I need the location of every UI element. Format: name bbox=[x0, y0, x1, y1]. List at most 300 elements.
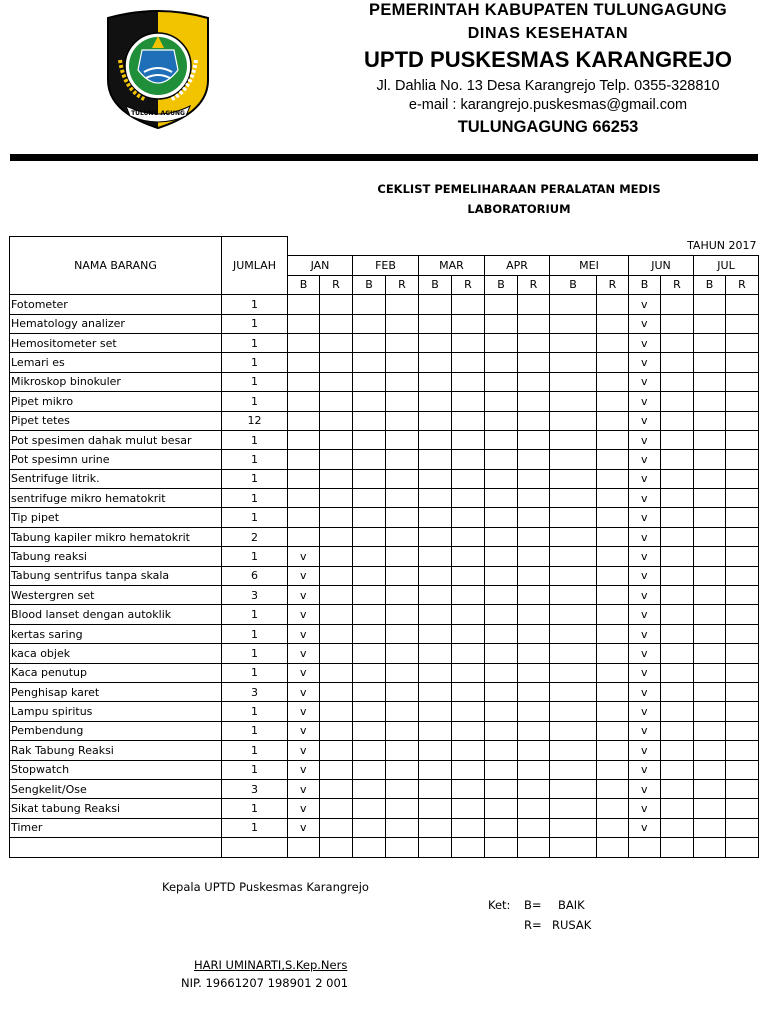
check-cell-apr-b bbox=[485, 624, 518, 643]
month-header-mei: MEI bbox=[550, 256, 629, 275]
check-cell-mar-r bbox=[452, 314, 485, 333]
check-cell-feb-r bbox=[386, 605, 419, 624]
check-cell-feb-b bbox=[353, 527, 386, 546]
check-cell-mei-r bbox=[597, 508, 629, 527]
check-cell-jul-b bbox=[694, 450, 726, 469]
check-cell-feb-r bbox=[386, 566, 419, 585]
check-cell-mei-r bbox=[597, 314, 629, 333]
check-cell-mei-r bbox=[597, 547, 629, 566]
check-cell-jul-b bbox=[694, 508, 726, 527]
check-cell-jan-r bbox=[320, 818, 353, 837]
check-cell-jan-r bbox=[320, 644, 353, 663]
check-cell-mei-b bbox=[550, 333, 597, 352]
check-cell-mei-b bbox=[550, 702, 597, 721]
item-name: kertas saring bbox=[10, 624, 222, 643]
check-cell-mar-r bbox=[452, 644, 485, 663]
check-cell-feb-r bbox=[386, 430, 419, 449]
check-cell-mei-b bbox=[550, 741, 597, 760]
letterhead-address: Jl. Dahlia No. 13 Desa Karangrejo Telp. 0355-328810 bbox=[376, 78, 720, 94]
check-cell-jul-r bbox=[726, 314, 759, 333]
check-cell-feb-b bbox=[353, 489, 386, 508]
check-cell-mar-b bbox=[419, 450, 452, 469]
check-cell-jun-r bbox=[661, 741, 694, 760]
month-header-jul: JUL bbox=[694, 256, 759, 275]
table-row bbox=[10, 508, 759, 527]
check-cell-jan-r bbox=[320, 411, 353, 430]
empty-cell bbox=[222, 838, 288, 857]
check-cell-mar-r bbox=[452, 527, 485, 546]
check-cell-mei-b bbox=[550, 392, 597, 411]
item-name: Westergren set bbox=[10, 586, 222, 605]
check-cell-mei-r bbox=[597, 430, 629, 449]
check-cell-feb-r bbox=[386, 314, 419, 333]
check-cell-mar-b bbox=[419, 605, 452, 624]
empty-cell bbox=[661, 838, 694, 857]
check-cell-jun-r bbox=[661, 372, 694, 391]
check-cell-jan-r bbox=[320, 566, 353, 585]
check-cell-jan-r bbox=[320, 392, 353, 411]
check-cell-jul-r bbox=[726, 547, 759, 566]
check-cell-mei-r bbox=[597, 586, 629, 605]
item-quantity: 12 bbox=[222, 411, 288, 430]
check-cell-jan-b bbox=[288, 469, 320, 488]
item-quantity: 6 bbox=[222, 566, 288, 585]
check-cell-jan-b bbox=[288, 489, 320, 508]
item-quantity: 1 bbox=[222, 372, 288, 391]
item-quantity: 1 bbox=[222, 644, 288, 663]
check-cell-mar-b bbox=[419, 702, 452, 721]
item-name: Fotometer bbox=[10, 295, 222, 314]
check-cell-feb-r bbox=[386, 469, 419, 488]
table-row bbox=[10, 760, 759, 779]
check-cell-mar-r bbox=[452, 547, 485, 566]
item-quantity: 2 bbox=[222, 527, 288, 546]
item-quantity: 1 bbox=[222, 353, 288, 372]
check-cell-jan-b bbox=[288, 392, 320, 411]
table-row bbox=[10, 450, 759, 469]
check-cell-jan-r bbox=[320, 333, 353, 352]
check-cell-apr-r bbox=[518, 682, 550, 701]
check-cell-feb-b bbox=[353, 430, 386, 449]
check-cell-apr-r bbox=[518, 372, 550, 391]
check-cell-feb-b bbox=[353, 760, 386, 779]
check-cell-mei-r bbox=[597, 818, 629, 837]
table-row bbox=[10, 566, 759, 585]
check-cell-apr-b bbox=[485, 702, 518, 721]
check-cell-jan-b bbox=[288, 333, 320, 352]
check-cell-jun-b: v bbox=[629, 314, 661, 333]
item-name: Hemositometer set bbox=[10, 333, 222, 352]
check-cell-apr-b bbox=[485, 605, 518, 624]
item-quantity: 1 bbox=[222, 392, 288, 411]
month-header-feb: FEB bbox=[353, 256, 419, 275]
check-cell-jan-r bbox=[320, 663, 353, 682]
check-cell-mei-r bbox=[597, 624, 629, 643]
check-cell-mei-r bbox=[597, 566, 629, 585]
check-cell-jun-r bbox=[661, 314, 694, 333]
check-cell-jun-b: v bbox=[629, 469, 661, 488]
check-cell-jun-b: v bbox=[629, 799, 661, 818]
table-row bbox=[10, 586, 759, 605]
item-name: Blood lanset dengan autoklik bbox=[10, 605, 222, 624]
check-cell-feb-r bbox=[386, 721, 419, 740]
check-cell-jan-r bbox=[320, 624, 353, 643]
check-cell-jan-b bbox=[288, 353, 320, 372]
check-cell-jan-r bbox=[320, 779, 353, 798]
legend-r-code: R= bbox=[524, 918, 542, 932]
check-cell-mei-r bbox=[597, 372, 629, 391]
check-cell-feb-b bbox=[353, 450, 386, 469]
table-row bbox=[10, 624, 759, 643]
check-cell-apr-r bbox=[518, 818, 550, 837]
check-cell-jul-b bbox=[694, 295, 726, 314]
check-cell-mar-b bbox=[419, 430, 452, 449]
check-cell-feb-r bbox=[386, 353, 419, 372]
check-cell-mar-b bbox=[419, 566, 452, 585]
check-cell-mei-r bbox=[597, 760, 629, 779]
item-quantity: 1 bbox=[222, 430, 288, 449]
check-cell-apr-r bbox=[518, 799, 550, 818]
item-quantity: 1 bbox=[222, 663, 288, 682]
item-name: Tabung kapiler mikro hematokrit bbox=[10, 527, 222, 546]
check-cell-mar-r bbox=[452, 779, 485, 798]
item-quantity: 1 bbox=[222, 508, 288, 527]
item-name: Pipet tetes bbox=[10, 411, 222, 430]
item-quantity: 1 bbox=[222, 605, 288, 624]
check-cell-feb-r bbox=[386, 450, 419, 469]
subheader-r: R bbox=[452, 275, 485, 294]
empty-cell bbox=[10, 838, 222, 857]
check-cell-mar-b bbox=[419, 741, 452, 760]
item-name: sentrifuge mikro hematokrit bbox=[10, 489, 222, 508]
check-cell-apr-b bbox=[485, 566, 518, 585]
document-title: CEKLIST PEMELIHARAAN PERALATAN MEDIS bbox=[377, 182, 661, 196]
check-cell-mar-r bbox=[452, 682, 485, 701]
empty-cell bbox=[726, 838, 759, 857]
month-header-apr: APR bbox=[485, 256, 550, 275]
check-cell-jun-r bbox=[661, 682, 694, 701]
check-cell-jul-r bbox=[726, 799, 759, 818]
column-header-quantity: JUMLAH bbox=[222, 237, 288, 295]
subheader-r: R bbox=[386, 275, 419, 294]
subheader-r: R bbox=[726, 275, 759, 294]
item-quantity: 3 bbox=[222, 779, 288, 798]
empty-cell bbox=[485, 838, 518, 857]
check-cell-mei-r bbox=[597, 682, 629, 701]
check-cell-jun-b: v bbox=[629, 489, 661, 508]
item-name: Lampu spiritus bbox=[10, 702, 222, 721]
check-cell-feb-b bbox=[353, 605, 386, 624]
check-cell-mar-b bbox=[419, 818, 452, 837]
check-cell-apr-r bbox=[518, 430, 550, 449]
letterhead-city: TULUNGAGUNG 66253 bbox=[457, 118, 639, 136]
check-cell-jan-b: v bbox=[288, 702, 320, 721]
check-cell-mar-r bbox=[452, 760, 485, 779]
check-cell-mei-r bbox=[597, 450, 629, 469]
check-cell-jan-b: v bbox=[288, 779, 320, 798]
check-cell-jul-r bbox=[726, 702, 759, 721]
check-cell-mei-r bbox=[597, 741, 629, 760]
check-cell-mei-r bbox=[597, 721, 629, 740]
check-cell-jul-r bbox=[726, 566, 759, 585]
subheader-b: B bbox=[485, 275, 518, 294]
check-cell-jul-r bbox=[726, 586, 759, 605]
subheader-b: B bbox=[629, 275, 661, 294]
check-cell-jun-b: v bbox=[629, 818, 661, 837]
item-name: kaca objek bbox=[10, 644, 222, 663]
check-cell-mei-b bbox=[550, 566, 597, 585]
check-cell-feb-r bbox=[386, 702, 419, 721]
check-cell-apr-r bbox=[518, 527, 550, 546]
check-cell-jan-b: v bbox=[288, 818, 320, 837]
check-cell-apr-r bbox=[518, 760, 550, 779]
empty-cell bbox=[629, 838, 661, 857]
check-cell-feb-b bbox=[353, 741, 386, 760]
check-cell-mar-b bbox=[419, 508, 452, 527]
check-cell-jun-b: v bbox=[629, 547, 661, 566]
check-cell-feb-b bbox=[353, 333, 386, 352]
check-cell-apr-r bbox=[518, 644, 550, 663]
check-cell-jun-r bbox=[661, 333, 694, 352]
check-cell-feb-b bbox=[353, 818, 386, 837]
check-cell-mar-b bbox=[419, 547, 452, 566]
check-cell-jul-b bbox=[694, 779, 726, 798]
check-cell-apr-r bbox=[518, 741, 550, 760]
check-cell-jun-r bbox=[661, 586, 694, 605]
table-row bbox=[10, 799, 759, 818]
letterhead-email: e-mail : karangrejo.puskesmas@gmail.com bbox=[408, 97, 688, 113]
check-cell-jun-r bbox=[661, 644, 694, 663]
check-cell-apr-r bbox=[518, 314, 550, 333]
signatory-nip: NIP. 19661207 198901 2 001 bbox=[181, 976, 349, 990]
subheader-b: B bbox=[353, 275, 386, 294]
check-cell-apr-r bbox=[518, 508, 550, 527]
check-cell-jul-b bbox=[694, 527, 726, 546]
check-cell-jul-b bbox=[694, 586, 726, 605]
item-quantity: 1 bbox=[222, 469, 288, 488]
check-cell-jan-r bbox=[320, 353, 353, 372]
check-cell-mar-b bbox=[419, 392, 452, 411]
check-cell-apr-r bbox=[518, 721, 550, 740]
check-cell-jun-b: v bbox=[629, 527, 661, 546]
check-cell-feb-r bbox=[386, 333, 419, 352]
check-cell-mar-r bbox=[452, 372, 485, 391]
table-row bbox=[10, 741, 759, 760]
check-cell-mei-r bbox=[597, 469, 629, 488]
check-cell-jun-r bbox=[661, 779, 694, 798]
check-cell-jun-b: v bbox=[629, 430, 661, 449]
check-cell-jun-b: v bbox=[629, 372, 661, 391]
document-subtitle: LABORATORIUM bbox=[467, 202, 571, 216]
check-cell-mar-r bbox=[452, 353, 485, 372]
check-cell-jan-b: v bbox=[288, 721, 320, 740]
check-cell-mar-r bbox=[452, 392, 485, 411]
table-row bbox=[10, 392, 759, 411]
check-cell-feb-b bbox=[353, 547, 386, 566]
check-cell-jan-b: v bbox=[288, 624, 320, 643]
check-cell-jun-b: v bbox=[629, 741, 661, 760]
item-name: Timer bbox=[10, 818, 222, 837]
check-cell-feb-r bbox=[386, 527, 419, 546]
check-cell-mar-b bbox=[419, 333, 452, 352]
check-cell-apr-b bbox=[485, 527, 518, 546]
empty-cell bbox=[550, 838, 597, 857]
item-name: Sengkelit/Ose bbox=[10, 779, 222, 798]
check-cell-jan-r bbox=[320, 702, 353, 721]
check-cell-jul-b bbox=[694, 353, 726, 372]
check-cell-jul-b bbox=[694, 605, 726, 624]
item-quantity: 3 bbox=[222, 586, 288, 605]
check-cell-jun-b: v bbox=[629, 392, 661, 411]
table-row bbox=[10, 779, 759, 798]
item-name: Pipet mikro bbox=[10, 392, 222, 411]
table-row bbox=[10, 644, 759, 663]
check-cell-jan-r bbox=[320, 314, 353, 333]
check-cell-feb-r bbox=[386, 295, 419, 314]
check-cell-jul-r bbox=[726, 644, 759, 663]
check-cell-jul-b bbox=[694, 682, 726, 701]
check-cell-apr-r bbox=[518, 566, 550, 585]
check-cell-mei-b bbox=[550, 372, 597, 391]
check-cell-apr-b bbox=[485, 799, 518, 818]
table-row bbox=[10, 721, 759, 740]
check-cell-apr-r bbox=[518, 392, 550, 411]
check-cell-jul-b bbox=[694, 469, 726, 488]
check-cell-feb-b bbox=[353, 702, 386, 721]
check-cell-apr-r bbox=[518, 411, 550, 430]
legend-r-text: RUSAK bbox=[552, 918, 592, 932]
empty-cell bbox=[452, 838, 485, 857]
check-cell-apr-b bbox=[485, 779, 518, 798]
subheader-b: B bbox=[550, 275, 597, 294]
check-cell-feb-r bbox=[386, 489, 419, 508]
check-cell-jul-b bbox=[694, 818, 726, 837]
check-cell-mei-r bbox=[597, 799, 629, 818]
empty-cell bbox=[694, 838, 726, 857]
item-quantity: 1 bbox=[222, 702, 288, 721]
check-cell-jul-r bbox=[726, 333, 759, 352]
check-cell-feb-b bbox=[353, 392, 386, 411]
table-row bbox=[10, 605, 759, 624]
check-cell-jul-b bbox=[694, 799, 726, 818]
letterhead-institution: UPTD PUSKESMAS KARANGREJO bbox=[364, 47, 732, 72]
check-cell-feb-r bbox=[386, 818, 419, 837]
subheader-b: B bbox=[288, 275, 320, 294]
year-label: TAHUN 2017 bbox=[288, 237, 759, 256]
table-row bbox=[10, 818, 759, 837]
table-row bbox=[10, 333, 759, 352]
check-cell-apr-r bbox=[518, 353, 550, 372]
subheader-b: B bbox=[694, 275, 726, 294]
item-name: Mikroskop binokuler bbox=[10, 372, 222, 391]
check-cell-jul-b bbox=[694, 392, 726, 411]
check-cell-jun-b: v bbox=[629, 605, 661, 624]
check-cell-apr-b bbox=[485, 372, 518, 391]
check-cell-jan-r bbox=[320, 372, 353, 391]
check-cell-mar-b bbox=[419, 314, 452, 333]
check-cell-mar-b bbox=[419, 760, 452, 779]
check-cell-jun-r bbox=[661, 799, 694, 818]
check-cell-mar-b bbox=[419, 663, 452, 682]
check-cell-mei-b bbox=[550, 314, 597, 333]
letterhead-divider bbox=[10, 154, 758, 161]
table-row bbox=[10, 527, 759, 546]
check-cell-apr-b bbox=[485, 430, 518, 449]
check-cell-mei-b bbox=[550, 353, 597, 372]
check-cell-mar-r bbox=[452, 430, 485, 449]
check-cell-mar-r bbox=[452, 818, 485, 837]
check-cell-feb-b bbox=[353, 721, 386, 740]
check-cell-jan-b bbox=[288, 527, 320, 546]
check-cell-jun-r bbox=[661, 411, 694, 430]
table-row-empty bbox=[10, 838, 759, 857]
table-row bbox=[10, 430, 759, 449]
check-cell-mei-b bbox=[550, 586, 597, 605]
check-cell-apr-r bbox=[518, 702, 550, 721]
check-cell-jun-b: v bbox=[629, 702, 661, 721]
check-cell-apr-b bbox=[485, 547, 518, 566]
check-cell-feb-b bbox=[353, 372, 386, 391]
check-cell-mar-r bbox=[452, 605, 485, 624]
subheader-r: R bbox=[518, 275, 550, 294]
check-cell-jul-r bbox=[726, 353, 759, 372]
item-name: Rak Tabung Reaksi bbox=[10, 741, 222, 760]
empty-cell bbox=[320, 838, 353, 857]
check-cell-jul-b bbox=[694, 644, 726, 663]
check-cell-jan-b bbox=[288, 430, 320, 449]
check-cell-jan-b bbox=[288, 295, 320, 314]
check-cell-jul-b bbox=[694, 663, 726, 682]
item-quantity: 1 bbox=[222, 333, 288, 352]
check-cell-apr-r bbox=[518, 450, 550, 469]
check-cell-mar-r bbox=[452, 333, 485, 352]
check-cell-mar-r bbox=[452, 663, 485, 682]
check-cell-jan-r bbox=[320, 450, 353, 469]
check-cell-mar-r bbox=[452, 566, 485, 585]
check-cell-jul-r bbox=[726, 624, 759, 643]
empty-cell bbox=[597, 838, 629, 857]
check-cell-jan-r bbox=[320, 469, 353, 488]
check-cell-apr-b bbox=[485, 586, 518, 605]
table-row bbox=[10, 314, 759, 333]
item-quantity: 1 bbox=[222, 624, 288, 643]
check-cell-feb-r bbox=[386, 682, 419, 701]
check-cell-jan-r bbox=[320, 527, 353, 546]
subheader-b: B bbox=[419, 275, 452, 294]
check-cell-jan-b: v bbox=[288, 741, 320, 760]
check-cell-apr-b bbox=[485, 644, 518, 663]
check-cell-jun-b: v bbox=[629, 779, 661, 798]
check-cell-mei-b bbox=[550, 644, 597, 663]
check-cell-jun-r bbox=[661, 353, 694, 372]
check-cell-mei-r bbox=[597, 605, 629, 624]
check-cell-jan-b bbox=[288, 314, 320, 333]
check-cell-feb-r bbox=[386, 779, 419, 798]
check-cell-jul-r bbox=[726, 430, 759, 449]
check-cell-jul-r bbox=[726, 605, 759, 624]
check-cell-apr-b bbox=[485, 721, 518, 740]
check-cell-mei-r bbox=[597, 333, 629, 352]
check-cell-jul-b bbox=[694, 333, 726, 352]
check-cell-feb-b bbox=[353, 295, 386, 314]
empty-cell bbox=[419, 838, 452, 857]
check-cell-jan-r bbox=[320, 721, 353, 740]
table-row bbox=[10, 469, 759, 488]
check-cell-apr-r bbox=[518, 779, 550, 798]
check-cell-feb-b bbox=[353, 663, 386, 682]
item-name: Tabung sentrifus tanpa skala bbox=[10, 566, 222, 585]
item-quantity: 1 bbox=[222, 721, 288, 740]
